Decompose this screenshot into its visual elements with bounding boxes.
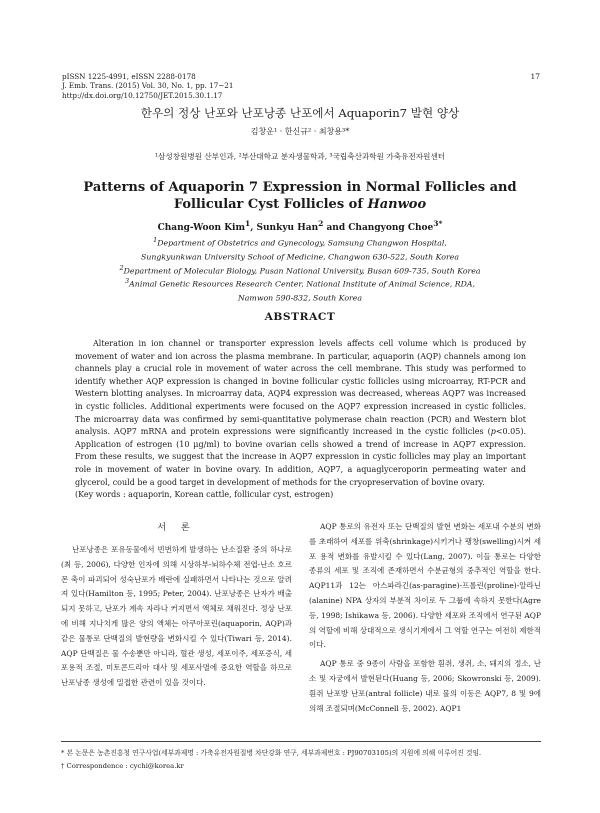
body-paragraph: AQP 통로의 유전자 또는 단백질의 발현 변화는 세포내 수분의 변화를 초래하여 세포를 위축(shrinkage)시키거나 팽창(swelling)시켜 세포 용적 변화를 유발시킬 수 있다(Lang, 2007). 이들 통로는 다양한 종류의 세포 및 조직에 존재하면서 수분균형의 중추적인 역할을 한다. AQP11과 12는 아스파라긴(as-paragine)-프롤린(proline)-알라닌(alanine) NPA 상자의 부분적 차이로 두 그룹에 속하지 못한다(Agre 등, 1998; Ishikawa 등, 2006). 다양한 세포와 조직에서 연구된 AQP의 역할에 비해 상대적으로 생식기계에서 그 역할 연구는 여전히 제한적이다. (309, 522, 541, 650)
affiliation-line: $^2$Department of Molecular Biology, Pusan National University, Busan 609-735, South Korea (119, 263, 481, 276)
author-2-sup: 2 (318, 219, 324, 228)
issn-line: pISSN 1225-4991, eISSN 2288-0178 (62, 72, 196, 81)
author-3-sup: 3* (433, 219, 443, 228)
affiliation-line: Namwon 590-832, South Korea (237, 293, 363, 303)
author-1-sup: 1 (245, 219, 251, 228)
english-authors (0, 219, 600, 233)
english-title (0, 179, 600, 213)
journal-header (62, 72, 233, 100)
page-number: 17 (530, 72, 540, 81)
journal-citation: J. Emb. Trans. (2015) Vol. 30, No. 1, pp. 17~21 (62, 81, 234, 91)
author-sep-2: and Changyong Choe (323, 223, 434, 233)
keywords: (Key words : aquaporin, Korean cattle, follicular cyst, estrogen) (75, 490, 334, 500)
intro-heading: 서 론 (157, 523, 196, 533)
correspondence-footnote: † Correspondence : cychi@korea.kr (61, 762, 184, 770)
intro-left-column (61, 543, 292, 691)
footnote-divider (61, 741, 541, 742)
korean-title: 한우의 정상 난포와 난포낭종 난포에서 Aquaporin7 발현 양상 (140, 106, 460, 120)
affiliation-line: $^1$Department of Obstetrics and Gynecology, Samsung Changwon Hospital, (153, 236, 447, 248)
abstract-heading: ABSTRACT (264, 311, 336, 323)
author-1: Chang-Woon Kim (157, 223, 246, 233)
title-line-2 (0, 196, 600, 213)
affiliation-line: Sungkyunkwan University School of Medicine, Changwon 630-522, South Korea (141, 252, 459, 262)
body-paragraph: 난포낭종은 포유동물에서 빈번하게 발생하는 난소질환 중의 하나로(최 등, 2006), 다양한 인자에 의해 시상하부-뇌하수체 전엽-난소 호르몬 축이 파괴되어 성숙난포가 배란에 실패하면서 나타나는 것으로 알려져 있다(Hamilton 등, 1995; Peter, 2004). 난포낭종은 난자가 배출되지 못하고, 난포가 계속 자라나 커지면서 액체로 채워진다. 정상 난포에 비해 지나치게 많은 양의 액체는 아쿠아포린(aquaporin, AQP)과 같은 물통로 단백질의 발현량을 변화시킬 수 있다(Tiwari 등, 2014). AQP 단백질은 물 수송뿐만 아니라, 혈관 생성, 세포이주, 세포증식, 세포용적 조절, 미토콘드리아 대사 및 세포사멸에 중요한 역할을 하므로 난포낭종 생성에 밀접한 관련이 있을 것이다. (61, 545, 292, 688)
korean-affiliations: ¹삼성창원병원 산부인과, ²부산대학교 분자생물학과, ³국립축산과학원 가축유전자원센터 (154, 152, 446, 161)
abstract-text: Alteration in ion channel or transporter expression levels affects cell volume which is produced by movement of water and ion across the plasma membrane. In particular, aquaporin (AQP) channels among ion channels play a crucial role in movement of water across the cell membrane. This study was performed to identify whether AQP expression is changed in bovine follicular cystic follicles using microarray, RT-PCR and Western blotting analyses. In microarray data, AQP4 expression was decreased, whereas AQP7 was increased in cystic follicles. Additional experiments were focused on the AQP7 expression increased in cystic follicles. The microarray data was confirmed by semi-quantitative polymerase chain reaction (PCR) and Western blot analysis. AQP7 mRNA and protein expressions were significantly increased in the cystic follicles (p<0.05). Application of estrogen (10 μg/ml) to bovine ovarian cells showed a trend of increase in AQP7 expression. From these results, we suggest that the increase in AQP7 expression in cystic follicles may play an important role in movement of water in bovine ovary. In addition, AQP7, a aquaglyceroporin permeating water and glycerol, could be a good target in development of methods for the cryopreservation of bovine ovary. (75, 339, 526, 487)
intro-right-column (309, 520, 541, 716)
korean-authors: 김창운¹ · 한신규² · 최창용³* (250, 127, 350, 136)
affiliation-line: $^3$Animal Genetic Resources Research Center, National Institute of Animal Science, RDA, (125, 277, 475, 289)
english-affiliations (0, 235, 600, 304)
title-hanwoo: Hanwoo (367, 197, 427, 212)
title-line-1: Patterns of Aquaporin 7 Expression in Normal Follicles and (83, 180, 517, 195)
footnotes (61, 747, 481, 773)
body-paragraph: AQP 통로 중 9종이 사람을 포함한 흰쥐, 생쥐, 소, 돼지의 정소, 난소 및 자궁에서 발현된다(Huang 등, 2006; Skowronski 등, 2009). 흰쥐 난포방 난포(antral follicle) 내로 물의 이동은 AQP7, 8 및 9에 의해 조절되며(McConnell 등, 2002). AQP1 (309, 659, 541, 713)
title-line-2-prefix: Follicular Cyst Follicles of (173, 197, 368, 212)
author-sep-1: , Sunkyu Han (250, 223, 319, 233)
abstract-body (75, 338, 526, 502)
funding-footnote: * 본 논문은 농촌진흥청 연구사업(세부과제명 : 가축유전자원질병 차단강화 연구, 세부과제번호 : PJ90703105)의 지원에 의해 이루어진 것임. (61, 749, 482, 757)
doi-link[interactable]: http://dx.doi.org/10.12750/JET.2015.30.1.17 (62, 90, 223, 100)
